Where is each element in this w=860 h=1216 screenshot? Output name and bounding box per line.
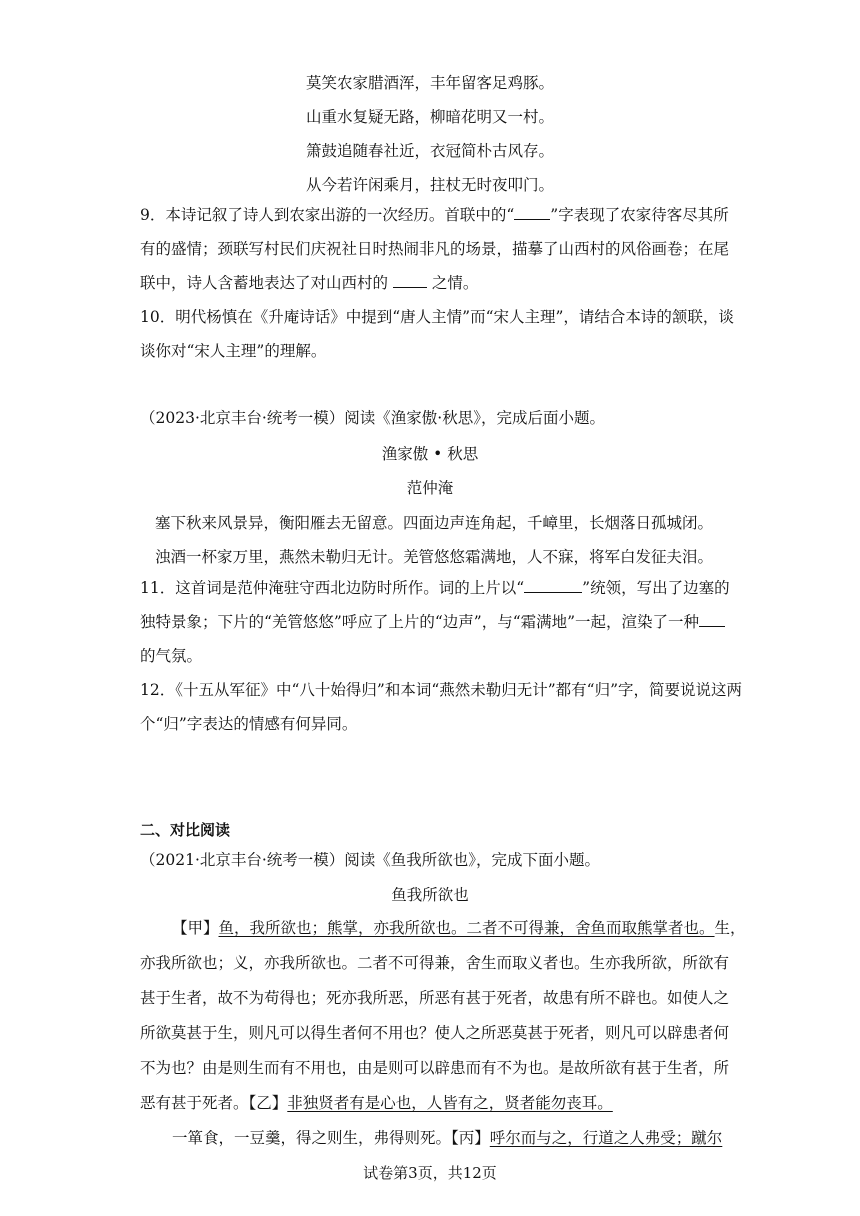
passage-title: 鱼我所欲也 bbox=[391, 886, 469, 904]
passage-line-1: 【甲】鱼，我所欲也；熊掌，亦我所欲也。二者不可得兼，舍鱼而取熊掌者也。生， bbox=[172, 919, 746, 937]
section-heading: 二、对比阅读 bbox=[140, 821, 231, 839]
poem-line-2: 山重水复疑无路，柳暗花明又一村。 bbox=[305, 108, 554, 126]
answer-blank bbox=[524, 578, 582, 593]
underlined-sentence-yi: 非独贤者有是心也，人皆有之，贤者能勿丧耳。 bbox=[287, 1094, 613, 1112]
answer-blank bbox=[393, 273, 427, 288]
question-11-line-3: 的气氛。 bbox=[140, 647, 203, 665]
poem-stanza-2: 浊酒一杯家万里，燕然未勒归无计。羌管悠悠霜满地，人不寐，将军白发征夫泪。 bbox=[155, 548, 714, 566]
question-9-line-1: 9．本诗记叙了诗人到农家出游的一次经历。首联中的“ ”字表现了农家待客尽其所 bbox=[140, 206, 729, 224]
passage-line-6: 恶有甚于死者。【乙】非独贤者有是心也，人皆有之，贤者能勿丧耳。 bbox=[140, 1094, 613, 1112]
question-11-line-2: 独特景象；下片的“羌管悠悠”呼应了上片的“边声”，与“霜满地”一起，渲染了一种 bbox=[140, 612, 725, 632]
answer-blank bbox=[514, 205, 550, 220]
question-12-line-1: 12．《十五从军征》中“八十始得归”和本词“燕然未勒归无计”都有“归”字，简要说说这两 bbox=[140, 681, 743, 699]
question-10-line-2: 谈你对“宋人主理”的理解。 bbox=[140, 342, 327, 360]
question-11-line-1: 11．这首词是范仲淹驻守西北边防时所作。词的上片以“ ”统领，写出了边塞的 bbox=[140, 579, 730, 597]
poem-author: 范仲淹 bbox=[406, 479, 454, 497]
question-12-line-2: 个“归”字表达的情感有何异同。 bbox=[140, 715, 358, 733]
question-10-line-1: 10．明代杨慎在《升庵诗话》中提到“唐人主情”而“宋人主理”，请结合本诗的颔联，谈 bbox=[140, 308, 734, 326]
poem-line-4: 从今若许闲乘月，拄杖无时夜叩门。 bbox=[305, 176, 554, 194]
passage-line-2: 亦我所欲也；义，亦我所欲也。二者不可得兼，舍生而取义者也。生亦我所欲，所欲有 bbox=[140, 954, 730, 972]
poem-title: 渔家傲 • 秋思 bbox=[381, 445, 479, 463]
poem-line-3: 箫鼓追随春社近，衣冠简朴古风存。 bbox=[305, 142, 554, 160]
marker-jia: 【甲】 bbox=[172, 919, 219, 937]
marker-bing: 【丙】 bbox=[451, 1129, 490, 1147]
marker-yi: 【乙】 bbox=[248, 1094, 288, 1112]
underlined-sentence-bing: 呼尔而与之，行道之人弗受；蹴尔 bbox=[489, 1129, 723, 1147]
question-9-line-3: 联中，诗人含蓄地表达了对山西村的 之情。 bbox=[140, 274, 479, 292]
poem-stanza-1: 塞下秋来风景异，衡阳雁去无留意。四面边声连角起，千嶂里，长烟落日孤城闭。 bbox=[155, 514, 714, 532]
reading-intro-3: （2021·北京丰台·统考一模）阅读《鱼我所欲也》，完成下面小题。 bbox=[140, 851, 601, 869]
reading-intro-2: （2023·北京丰台·统考一模）阅读《渔家傲·秋思》，完成后面小题。 bbox=[140, 409, 605, 427]
question-9-line-2: 有的盛情；颈联写村民们庆祝社日时热闹非凡的场景，描摹了山西村的风俗画卷；在尾 bbox=[140, 240, 730, 258]
passage-line-3: 甚于生者，故不为苟得也；死亦我所恶，所恶有甚于死者，故患有所不辟也。如使人之 bbox=[140, 989, 730, 1007]
passage-line-4: 所欲莫甚于生，则凡可以得生者何不用也？使人之所恶莫甚于死者，则凡可以辟患者何 bbox=[140, 1024, 730, 1042]
page-footer: 试卷第3页，共12页 bbox=[363, 1164, 497, 1182]
poem-line-1: 莫笑农家腊酒浑，丰年留客足鸡豚。 bbox=[305, 74, 554, 92]
passage-line-7: 一箪食，一豆羹，得之则生，弗得则死。【丙】呼尔而与之，行道之人弗受；蹴尔 bbox=[172, 1129, 723, 1147]
passage-line-5: 不为也？由是则生而有不用也，由是则可以辟患而有不为也。是故所欲有甚于生者，所 bbox=[140, 1059, 730, 1077]
underlined-sentence-jia: 鱼，我所欲也；熊掌，亦我所欲也。二者不可得兼，舍鱼而取熊掌者也。 bbox=[218, 919, 715, 937]
answer-blank bbox=[699, 612, 725, 627]
